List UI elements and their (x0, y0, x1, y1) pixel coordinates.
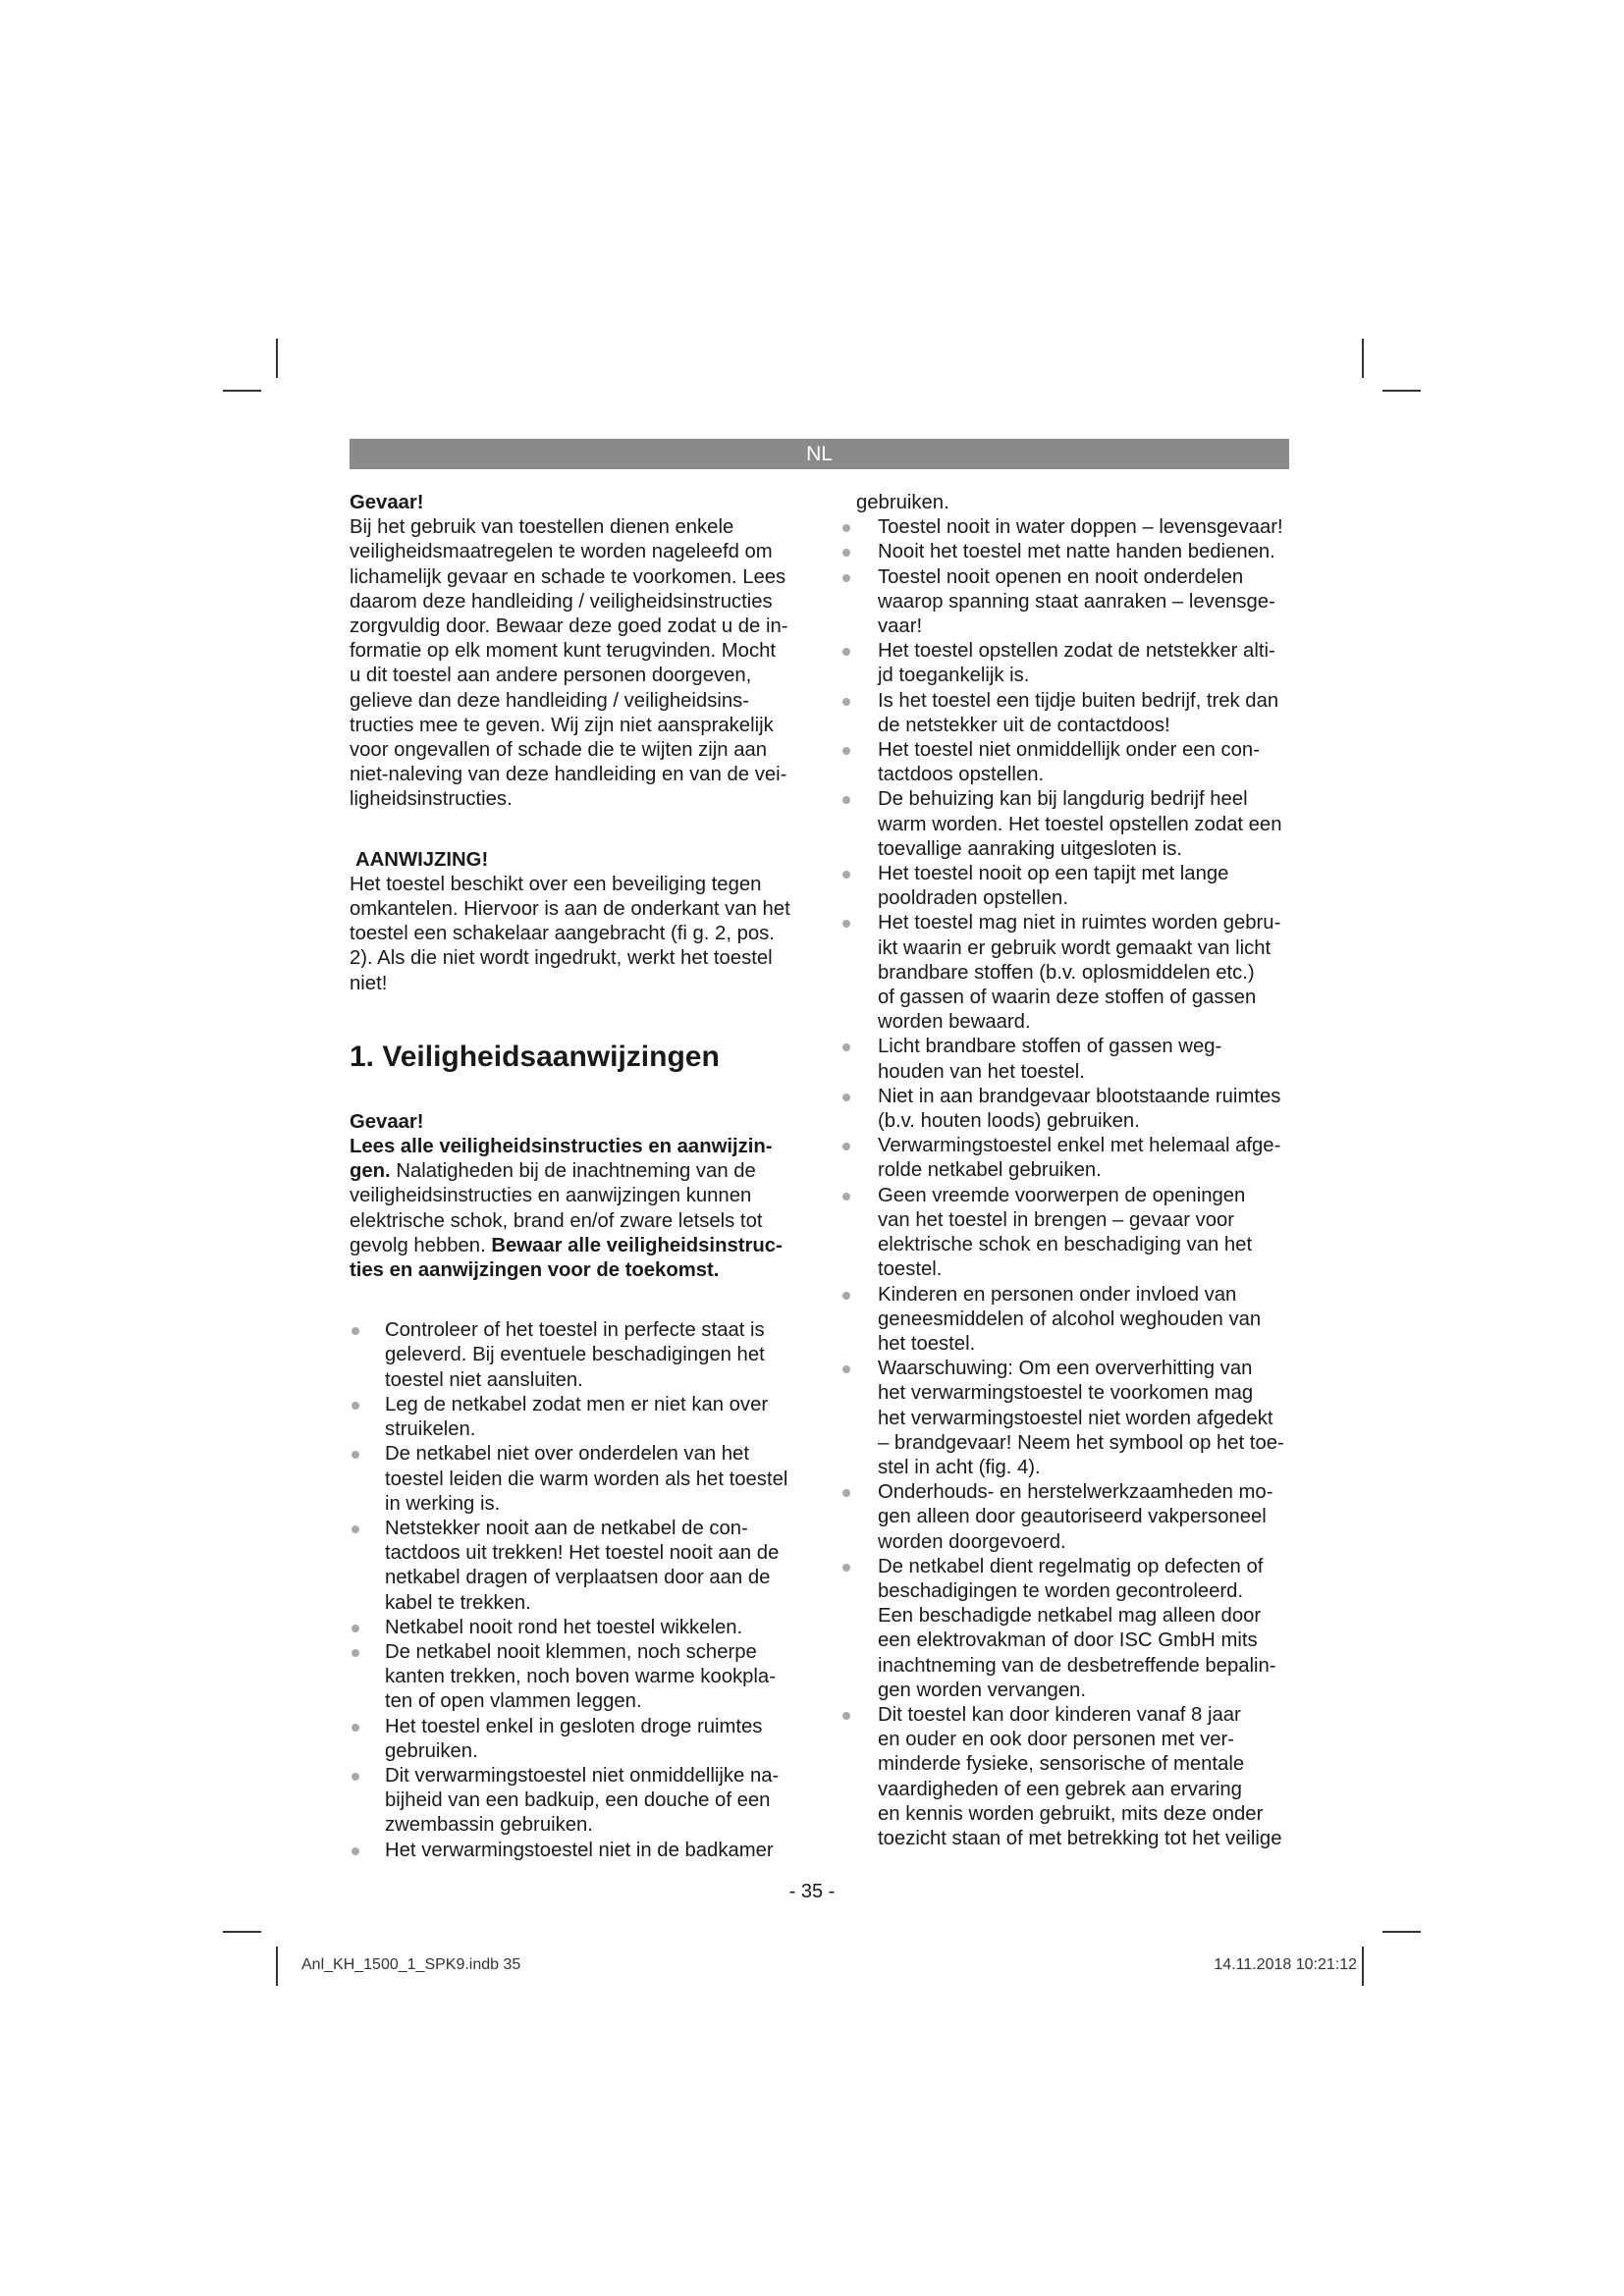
language-header-bar (350, 439, 1289, 469)
footer-file-name: Anl_KH_1500_1_SPK9.indb 35 (301, 1956, 521, 1973)
right-column (856, 491, 1296, 1851)
crop-mark (1382, 1931, 1421, 1933)
section-title: 1. Veiligheidsaanwijzingen (350, 1040, 720, 1073)
list-item: Het verwarmingstoestel niet in de badkamer (350, 1839, 807, 1863)
list-item: Nooit het toestel met natte handen bedienen. (856, 540, 1296, 564)
crop-mark (223, 1931, 261, 1933)
language-label: NL (806, 443, 833, 465)
list-item: Het toestel mag niet in ruimtes worden gebru- ikt waarin er gebruik wordt gemaakt van licht brandbare stoffen (b.v. oplosmiddelen etc.) of gassen of waarin deze stoffen of gassen worden bewaard. (856, 911, 1296, 1035)
list-item: Dit verwarmingstoestel niet onmiddellijke na- bijheid van een badkuip, een douche of een zwembassin gebruiken. (350, 1764, 807, 1839)
list-item: Waarschuwing: Om een oververhitting van het verwarmingstoestel te voorkomen mag het verwarmingstoestel niet worden afgedekt – brandgevaar! Neem het symbool op het toe- stel in acht (fig. 4). (856, 1357, 1296, 1480)
note-paragraph: Het toestel beschikt over een beveiliging tegen omkantelen. Hiervoor is aan de onderkant van het toestel een schakelaar aangebracht (fi g. 2, pos. 2). Als die niet wordt ingedrukt, werkt het toestel niet! (350, 873, 790, 994)
list-item: De netkabel nooit klemmen, noch scherpe kanten trekken, noch boven warme kookpla- ten of open vlammen leggen. (350, 1640, 807, 1715)
list-item: Geen vreemde voorwerpen de openingen van het toestel in brengen – gevaar voor elektrische schok en beschadiging van het toestel. (856, 1184, 1296, 1283)
list-item: De behuizing kan bij langdurig bedrijf heel warm worden. Het toestel opstellen zodat een toevallige aanraking uitgesloten is. (856, 787, 1296, 862)
list-item: Kinderen en personen onder invloed van geneesmiddelen of alcohol weghouden van het toestel. (856, 1283, 1296, 1358)
intro-paragraph: Bij het gebruik van toestellen dienen enkele veiligheidsmaatregelen te worden nageleefd om lichamelijk gevaar en schade te voorkomen. Lees daarom deze handleiding / veiligheidsinstructies zorgvuldig door. Bewaar deze goed zodat u de in- formatie op elk moment kunt terugvinden. Mocht u dit toestel aan andere personen doorgeven, gelieve dan deze handleiding / veiligheidsins- tructies mee te geven. Wij zijn niet aansprakelijk voor ongevallen of schade die te wijten zijn aan niet-naleving van deze handleiding en van de vei- ligheidsinstructies. (350, 516, 788, 811)
crop-mark (1362, 1947, 1364, 1986)
safety-list-left (350, 1318, 807, 1862)
list-item: Netstekker nooit aan de netkabel de con- tactdoos uit trekken! Het toestel nooit aan de netkabel dragen of verplaatsen door aan de kabel te trekken. (350, 1517, 807, 1616)
crop-mark (223, 390, 261, 392)
list-item: Leg de netkabel zodat men er niet kan over struikelen. (350, 1393, 807, 1442)
list-item: Dit toestel kan door kinderen vanaf 8 jaar en ouder en ook door personen met ver- minderde fysieke, sensorische of mentale vaardigheden of een gebrek aan ervaring en kennis worden gebruikt, mits deze onder toezicht staan of met betrekking tot het veilige (856, 1703, 1296, 1851)
list-item: Toestel nooit openen en nooit onderdelen waarop spanning staat aanraken – levensge- vaar! (856, 565, 1296, 640)
list-item: Het toestel opstellen zodat de netstekker alti- jd toegankelijk is. (856, 639, 1296, 688)
list-item: Onderhouds- en herstelwerkzaamheden mo- gen alleen door geautoriseerd vakpersoneel worden doorgevoerd. (856, 1480, 1296, 1555)
crop-mark (1382, 390, 1421, 392)
list-item: Het toestel nooit op een tapijt met lange pooldraden opstellen. (856, 862, 1296, 911)
list-item: Controleer of het toestel in perfecte staat is geleverd. Bij eventuele beschadigingen het toestel niet aansluiten. (350, 1318, 807, 1393)
continuation-text: gebruiken. (856, 492, 949, 513)
danger-heading: Gevaar! (350, 492, 424, 513)
crop-mark (1362, 339, 1364, 378)
safety-list-right (856, 515, 1296, 1851)
list-item: Toestel nooit in water doppen – levensgevaar! (856, 515, 1296, 540)
list-item: Licht brandbare stoffen of gassen weg- houden van het toestel. (856, 1035, 1296, 1084)
list-item: Netkabel nooit rond het toestel wikkelen. (350, 1616, 807, 1640)
left-column (350, 491, 807, 1863)
crop-mark (276, 1947, 278, 1986)
warning-paragraph: Lees alle veiligheidsinstructies en aanwijzin- gen. Nalatigheden bij de inachtneming van de veiligheidsinstructies en aanwijzingen kunnen elektrische schok, brand en/of zware letsels tot gevolg hebben. Bewaar alle veiligheidsinstruc- ties en aanwijzingen voor de toekomst. (350, 1136, 783, 1282)
list-item: Is het toestel een tijdje buiten bedrijf, trek dan de netstekker uit de contactdoos! (856, 689, 1296, 738)
list-item: Het toestel enkel in gesloten droge ruimtes gebruiken. (350, 1715, 807, 1764)
list-item: De netkabel dient regelmatig op defecten of beschadigingen te worden gecontroleerd. Een beschadigde netkabel mag alleen door een elektrovakman of door ISC GmbH mits inachtneming van de desbetreffende bepalin- gen worden vervangen. (856, 1555, 1296, 1703)
danger-heading: Gevaar! (350, 1110, 424, 1133)
list-item: Niet in aan brandgevaar blootstaande ruimtes (b.v. houten loods) gebruiken. (856, 1085, 1296, 1134)
footer-timestamp: 14.11.2018 10:21:12 (1214, 1956, 1357, 1973)
list-item: Het toestel niet onmiddellijk onder een con- tactdoos opstellen. (856, 738, 1296, 787)
page-number: - 35 - (788, 1881, 836, 1902)
list-item: De netkabel niet over onderdelen van het toestel leiden die warm worden als het toestel in werking is. (350, 1442, 807, 1517)
note-heading: AANWIJZING! (355, 848, 489, 871)
list-item: Verwarmingstoestel enkel met helemaal afge- rolde netkabel gebruiken. (856, 1134, 1296, 1183)
crop-mark (276, 339, 278, 378)
